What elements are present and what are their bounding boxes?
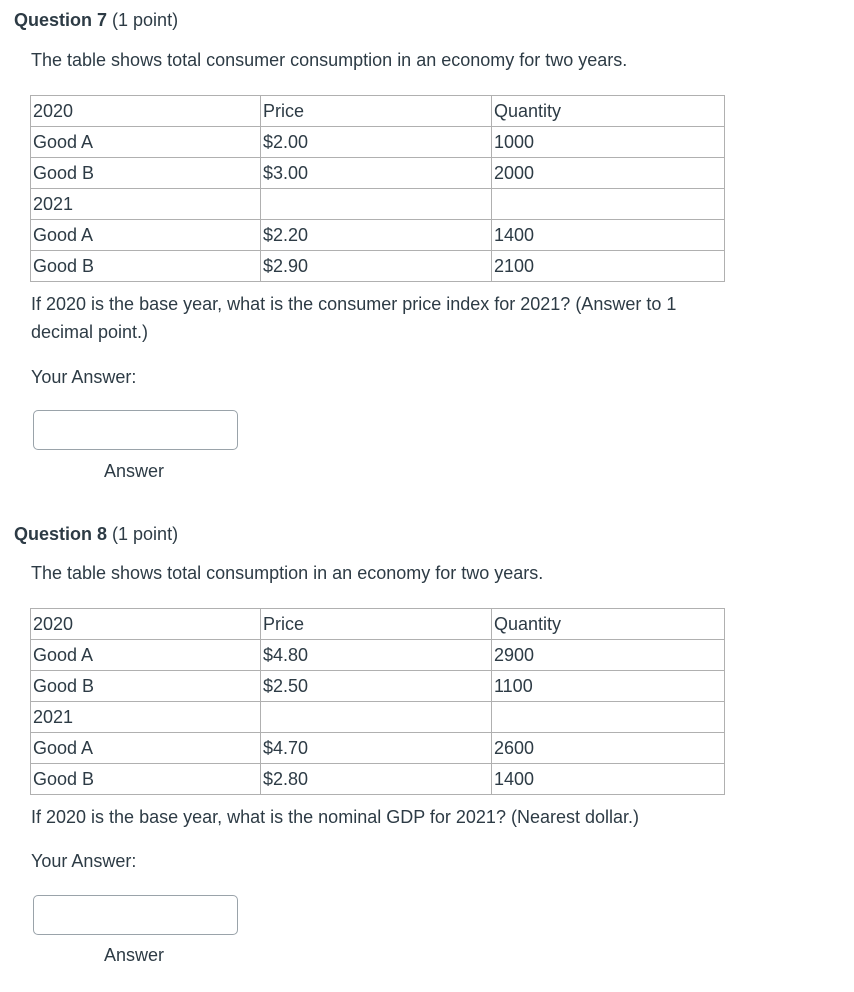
table-row: [31, 640, 725, 671]
table-cell: $2.50: [261, 671, 492, 702]
table-cell: [492, 189, 725, 220]
consumption-table: [30, 95, 725, 282]
table-cell: Good B: [31, 158, 261, 189]
your-answer-label: Your Answer:: [31, 367, 137, 387]
table-cell: 1400: [492, 220, 725, 251]
table-cell: Good A: [31, 220, 261, 251]
answer-caption: Answer: [104, 461, 165, 481]
table-row: [31, 158, 725, 189]
table-cell: 2900: [492, 640, 725, 671]
table-cell: 1400: [492, 764, 725, 795]
table-row: [31, 189, 725, 220]
table-row: [31, 671, 725, 702]
table-cell: [261, 702, 492, 733]
table-cell: $3.00: [261, 158, 492, 189]
table-cell: Good A: [31, 127, 261, 158]
consumption-table: [30, 608, 725, 795]
table-cell: [492, 702, 725, 733]
table-row: [31, 764, 725, 795]
table-cell: Price: [261, 96, 492, 127]
table-cell: Good B: [31, 251, 261, 282]
table-cell: $2.20: [261, 220, 492, 251]
question-prompt: If 2020 is the base year, what is the consumer price index for 2021? (Answer to 1 decimal point.): [31, 294, 677, 342]
answer-input[interactable]: [33, 410, 238, 450]
question-title: [14, 524, 178, 545]
table-cell: [261, 189, 492, 220]
table-cell: Good B: [31, 671, 261, 702]
table-row: [31, 251, 725, 282]
question-points: (1 point): [112, 10, 179, 30]
table-row: [31, 609, 725, 640]
table-cell: 2020: [31, 96, 261, 127]
table-row: [31, 733, 725, 764]
table-row: [31, 127, 725, 158]
table-cell: 2100: [492, 251, 725, 282]
answer-input[interactable]: [33, 895, 238, 935]
table-cell: 1100: [492, 671, 725, 702]
table-cell: $2.80: [261, 764, 492, 795]
question-number: Question 8: [14, 524, 108, 544]
question-points: (1 point): [112, 524, 179, 544]
table-cell: 2021: [31, 189, 261, 220]
answer-caption: Answer: [104, 945, 165, 965]
question-intro: The table shows total consumption in an economy for two years.: [31, 563, 544, 583]
question-number: Question 7: [14, 10, 108, 30]
table-cell: Price: [261, 609, 492, 640]
table-cell: 2020: [31, 609, 261, 640]
table-row: [31, 96, 725, 127]
table-cell: Good A: [31, 733, 261, 764]
table-row: [31, 702, 725, 733]
table-cell: Quantity: [492, 96, 725, 127]
table-cell: 2600: [492, 733, 725, 764]
table-cell: 1000: [492, 127, 725, 158]
question-prompt: If 2020 is the base year, what is the nominal GDP for 2021? (Nearest dollar.): [31, 807, 640, 827]
table-cell: Good B: [31, 764, 261, 795]
table-cell: $4.80: [261, 640, 492, 671]
table-cell: Good A: [31, 640, 261, 671]
question-title: [14, 10, 178, 31]
table-cell: Quantity: [492, 609, 725, 640]
your-answer-label: Your Answer:: [31, 851, 137, 871]
table-row: [31, 220, 725, 251]
table-cell: $2.00: [261, 127, 492, 158]
question-intro: The table shows total consumer consumption in an economy for two years.: [31, 50, 628, 70]
table-cell: 2021: [31, 702, 261, 733]
table-cell: $4.70: [261, 733, 492, 764]
table-cell: 2000: [492, 158, 725, 189]
table-cell: $2.90: [261, 251, 492, 282]
